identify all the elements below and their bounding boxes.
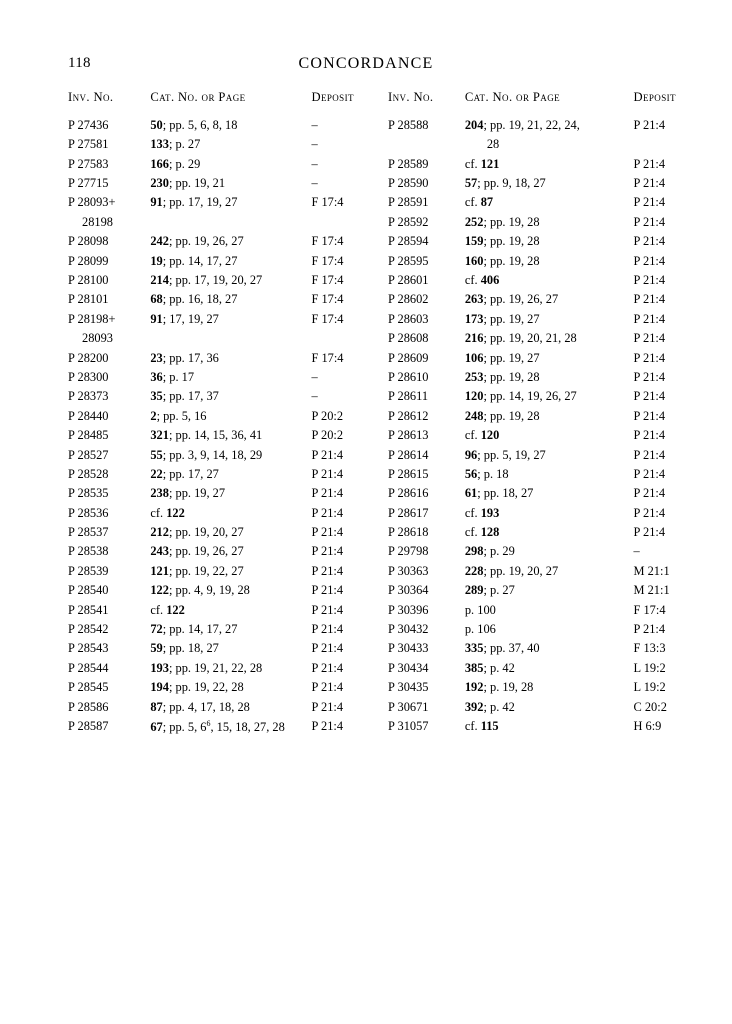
table-row bbox=[68, 252, 368, 271]
inv-no-cell: 28093 bbox=[82, 331, 113, 346]
inv-no-cell: P 28198+ bbox=[68, 311, 116, 326]
cat-no-or-page-cell: 230; pp. 19, 21 bbox=[150, 176, 226, 191]
cat-no-or-page-cell bbox=[150, 329, 311, 348]
table-row bbox=[388, 407, 688, 426]
deposit-cell: C 20:2 bbox=[633, 699, 667, 714]
table-row bbox=[68, 484, 368, 503]
inv-no-cell: P 27583 bbox=[68, 156, 109, 171]
inv-no-cell: P 30364 bbox=[388, 583, 429, 598]
table-row bbox=[388, 135, 688, 154]
inv-no-cell: P 28595 bbox=[388, 253, 429, 268]
table-row bbox=[68, 465, 368, 484]
cat-no-or-page-cell: 248; pp. 19, 28 bbox=[464, 408, 540, 423]
table-row bbox=[68, 135, 368, 154]
cat-no-or-page-cell: 216; pp. 19, 20, 21, 28 bbox=[464, 331, 577, 346]
deposit-cell: P 21:4 bbox=[633, 428, 666, 443]
deposit-cell: F 17:4 bbox=[311, 234, 344, 249]
table-row bbox=[388, 698, 688, 717]
deposit-cell: – bbox=[633, 544, 640, 559]
cat-no-or-page-cell: 173; pp. 19, 27 bbox=[464, 311, 540, 326]
cat-no-or-page-cell: p. 100 bbox=[464, 602, 496, 617]
table-row bbox=[388, 601, 688, 620]
inv-no-cell: P 28594 bbox=[388, 234, 429, 249]
table-row bbox=[68, 659, 368, 678]
deposit-cell: P 21:4 bbox=[311, 447, 344, 462]
cat-no-or-page-cell: 160; pp. 19, 28 bbox=[464, 253, 540, 268]
cat-no-or-page-cell: p. 106 bbox=[464, 622, 496, 637]
table-row bbox=[68, 213, 368, 232]
inv-no-cell: P 28540 bbox=[68, 583, 109, 598]
cat-no-or-page-cell: 192; p. 19, 28 bbox=[464, 680, 534, 695]
cat-no-or-page-cell: 96; pp. 5, 19, 27 bbox=[464, 447, 546, 462]
deposit-cell: L 19:2 bbox=[633, 680, 666, 695]
cat-no-or-page-cell: 252; pp. 19, 28 bbox=[464, 214, 540, 229]
table-row bbox=[388, 155, 688, 174]
deposit-cell: M 21:1 bbox=[633, 583, 670, 598]
deposit-cell: P 21:4 bbox=[311, 641, 344, 656]
cat-no-or-page-cell: 159; pp. 19, 28 bbox=[464, 234, 540, 249]
deposit-cell: P 21:4 bbox=[311, 583, 344, 598]
deposit-cell: F 13:3 bbox=[633, 641, 666, 656]
inv-no-cell: P 28538 bbox=[68, 544, 109, 559]
table-row bbox=[388, 465, 688, 484]
table-row bbox=[388, 543, 688, 562]
inv-no-cell: P 30435 bbox=[388, 680, 429, 695]
inv-no-cell: P 28587 bbox=[68, 719, 109, 733]
deposit-cell: P 21:4 bbox=[311, 544, 344, 559]
cat-no-or-page-cell: 87; pp. 4, 17, 18, 28 bbox=[150, 699, 250, 714]
cat-no-or-page-cell: 166; p. 29 bbox=[150, 156, 201, 171]
deposit-cell: F 17:4 bbox=[311, 311, 344, 326]
cat-no-or-page-cell: 22; pp. 17, 27 bbox=[150, 466, 219, 481]
concordance-table-left bbox=[68, 90, 368, 738]
inv-no-cell: P 28528 bbox=[68, 466, 109, 481]
table-row bbox=[388, 174, 688, 193]
table-row bbox=[68, 174, 368, 193]
cat-no-or-page-cell: 298; p. 29 bbox=[464, 544, 515, 559]
deposit-cell: F 17:4 bbox=[311, 273, 344, 288]
inv-no-cell: P 29798 bbox=[388, 544, 429, 559]
deposit-cell: P 21:4 bbox=[633, 331, 666, 346]
table-row bbox=[68, 523, 368, 542]
inv-no-cell bbox=[388, 135, 465, 154]
cat-no-or-page-cell: 204; pp. 19, 21, 22, 24, bbox=[464, 117, 580, 132]
inv-no-cell: P 28618 bbox=[388, 525, 429, 540]
cat-no-or-page-cell: 67; pp. 5, $6^6$, 15, 18, 27, 28 bbox=[150, 719, 285, 735]
deposit-cell bbox=[634, 135, 689, 154]
deposit-cell: P 21:4 bbox=[633, 176, 666, 191]
deposit-cell: P 21:4 bbox=[633, 156, 666, 171]
table-row bbox=[68, 426, 368, 445]
cat-no-or-page-cell: 56; p. 18 bbox=[464, 466, 509, 481]
inv-no-cell: P 28099 bbox=[68, 253, 109, 268]
deposit-cell: P 21:4 bbox=[633, 253, 666, 268]
table-row bbox=[68, 446, 368, 465]
table-row bbox=[68, 601, 368, 620]
deposit-cell: P 21:4 bbox=[633, 525, 666, 540]
table-row bbox=[68, 291, 368, 310]
deposit-cell: – bbox=[311, 369, 318, 384]
deposit-cell: P 21:4 bbox=[311, 719, 344, 733]
deposit-cell: F 17:4 bbox=[311, 253, 344, 268]
deposit-cell: – bbox=[311, 117, 318, 132]
cat-no-or-page-cell: 242; pp. 19, 26, 27 bbox=[150, 234, 244, 249]
deposit-cell: F 17:4 bbox=[633, 602, 666, 617]
table-row bbox=[68, 640, 368, 659]
inv-no-cell: P 28612 bbox=[388, 408, 429, 423]
table-row bbox=[388, 232, 688, 251]
table-row bbox=[388, 368, 688, 387]
cat-no-or-page-cell: 19; pp. 14, 17, 27 bbox=[150, 253, 238, 268]
inv-no-cell: P 28373 bbox=[68, 389, 109, 404]
inv-no-cell: P 28588 bbox=[388, 117, 429, 132]
table-row bbox=[68, 194, 368, 213]
table-row bbox=[388, 329, 688, 348]
table-body-left bbox=[68, 116, 368, 738]
deposit-cell: P 21:4 bbox=[311, 563, 344, 578]
table-row bbox=[388, 620, 688, 639]
cat-no-or-page-cell: cf. 120 bbox=[464, 428, 500, 443]
deposit-cell: – bbox=[311, 176, 318, 191]
inv-no-cell: P 28098 bbox=[68, 234, 109, 249]
inv-no-cell: P 28300 bbox=[68, 369, 109, 384]
right-column bbox=[388, 90, 688, 737]
table-row bbox=[388, 213, 688, 232]
table-row bbox=[68, 232, 368, 251]
table-row bbox=[68, 387, 368, 406]
cat-no-or-page-cell: 194; pp. 19, 22, 28 bbox=[150, 680, 244, 695]
column-header-deposit: Deposit bbox=[311, 90, 354, 104]
table-row bbox=[388, 349, 688, 368]
cat-no-or-page-cell: 23; pp. 17, 36 bbox=[150, 350, 219, 365]
column-header-inv-no: Inv. No. bbox=[68, 90, 114, 104]
table-row bbox=[68, 329, 368, 348]
table-row bbox=[68, 310, 368, 329]
cat-no-or-page-cell: 91; 17, 19, 27 bbox=[150, 311, 219, 326]
table-row bbox=[388, 291, 688, 310]
inv-no-cell: P 28093+ bbox=[68, 195, 116, 210]
deposit-cell: F 17:4 bbox=[311, 350, 344, 365]
cat-no-or-page-cell: 214; pp. 17, 19, 20, 27 bbox=[150, 273, 263, 288]
deposit-cell bbox=[311, 213, 368, 232]
cat-no-or-page-cell: cf. 115 bbox=[464, 719, 499, 733]
column-header-cat-no-or-page: Cat. No. or Page bbox=[464, 90, 560, 104]
deposit-cell: P 21:4 bbox=[311, 505, 344, 520]
inv-no-cell: P 28543 bbox=[68, 641, 109, 656]
table-row bbox=[68, 562, 368, 581]
table-row bbox=[388, 387, 688, 406]
inv-no-cell: P 28100 bbox=[68, 273, 109, 288]
inv-no-cell: P 30363 bbox=[388, 563, 429, 578]
table-row bbox=[388, 504, 688, 523]
cat-no-or-page-cell: 106; pp. 19, 27 bbox=[464, 350, 540, 365]
concordance-table-right bbox=[388, 90, 688, 737]
page-number: 118 bbox=[68, 55, 91, 71]
running-head: CONCORDANCE bbox=[298, 55, 434, 72]
inv-no-cell: P 28608 bbox=[388, 331, 429, 346]
table-row bbox=[68, 504, 368, 523]
inv-no-cell: 28198 bbox=[82, 214, 113, 229]
deposit-cell: L 19:2 bbox=[633, 660, 666, 675]
deposit-cell: F 17:4 bbox=[311, 195, 344, 210]
cat-no-or-page-cell: 228; pp. 19, 20, 27 bbox=[464, 563, 559, 578]
table-row bbox=[68, 543, 368, 562]
inv-no-cell: P 28602 bbox=[388, 292, 429, 307]
cat-no-or-page-cell: 321; pp. 14, 15, 36, 41 bbox=[150, 428, 263, 443]
cat-no-or-page-cell: 28 bbox=[486, 137, 500, 152]
inv-no-cell: P 28601 bbox=[388, 273, 429, 288]
inv-no-cell: P 28589 bbox=[388, 156, 429, 171]
table-row bbox=[388, 581, 688, 600]
inv-no-cell: P 27715 bbox=[68, 176, 109, 191]
cat-no-or-page-cell bbox=[150, 213, 311, 232]
deposit-cell: P 21:4 bbox=[633, 447, 666, 462]
table-row bbox=[388, 659, 688, 678]
cat-no-or-page-cell: 50; pp. 5, 6, 8, 18 bbox=[150, 117, 238, 132]
inv-no-cell: P 28535 bbox=[68, 486, 109, 501]
inv-no-cell: P 28592 bbox=[388, 214, 429, 229]
inv-no-cell: P 28545 bbox=[68, 680, 109, 695]
cat-no-or-page-cell: 238; pp. 19, 27 bbox=[150, 486, 226, 501]
table-row bbox=[68, 407, 368, 426]
inv-no-cell: P 28586 bbox=[68, 699, 109, 714]
inv-no-cell: P 28591 bbox=[388, 195, 429, 210]
inv-no-cell: P 30671 bbox=[388, 699, 429, 714]
table-row bbox=[388, 678, 688, 697]
table-row bbox=[68, 698, 368, 717]
inv-no-cell: P 28527 bbox=[68, 447, 109, 462]
cat-no-or-page-cell: 120; pp. 14, 19, 26, 27 bbox=[464, 389, 577, 404]
deposit-cell: P 21:4 bbox=[633, 622, 666, 637]
table-row bbox=[388, 194, 688, 213]
deposit-cell: P 20:2 bbox=[311, 428, 344, 443]
deposit-cell: P 21:4 bbox=[633, 273, 666, 288]
table-row bbox=[388, 484, 688, 503]
deposit-cell: P 21:4 bbox=[311, 525, 344, 540]
deposit-cell: P 21:4 bbox=[311, 466, 344, 481]
cat-no-or-page-cell: 212; pp. 19, 20, 27 bbox=[150, 525, 244, 540]
deposit-cell: – bbox=[311, 137, 318, 152]
deposit-cell: P 21:4 bbox=[311, 680, 344, 695]
cat-no-or-page-cell: cf. 193 bbox=[464, 505, 500, 520]
column-header-inv-no: Inv. No. bbox=[388, 90, 434, 104]
inv-no-cell: P 28541 bbox=[68, 602, 109, 617]
cat-no-or-page-cell: 133; p. 27 bbox=[150, 137, 201, 152]
inv-no-cell: P 31057 bbox=[388, 719, 429, 733]
deposit-cell: – bbox=[311, 156, 318, 171]
table-row bbox=[388, 426, 688, 445]
cat-no-or-page-cell: 68; pp. 16, 18, 27 bbox=[150, 292, 238, 307]
inv-no-cell: P 30432 bbox=[388, 622, 429, 637]
inv-no-cell: P 28611 bbox=[388, 389, 429, 404]
table-row bbox=[68, 620, 368, 639]
inv-no-cell: P 28609 bbox=[388, 350, 429, 365]
cat-no-or-page-cell: 121; pp. 19, 22, 27 bbox=[150, 563, 244, 578]
inv-no-cell: P 28200 bbox=[68, 350, 109, 365]
cat-no-or-page-cell: 335; pp. 37, 40 bbox=[464, 641, 540, 656]
deposit-cell: P 21:4 bbox=[633, 311, 666, 326]
cat-no-or-page-cell: 61; pp. 18, 27 bbox=[464, 486, 534, 501]
cat-no-or-page-cell: cf. 128 bbox=[464, 525, 500, 540]
table-body-right bbox=[388, 116, 688, 737]
cat-no-or-page-cell: 35; pp. 17, 37 bbox=[150, 389, 219, 404]
deposit-cell: P 21:4 bbox=[311, 602, 344, 617]
deposit-cell: P 21:4 bbox=[633, 466, 666, 481]
cat-no-or-page-cell: cf. 122 bbox=[150, 505, 185, 520]
cat-no-or-page-cell: cf. 122 bbox=[150, 602, 185, 617]
deposit-cell: P 21:4 bbox=[633, 505, 666, 520]
inv-no-cell: P 27436 bbox=[68, 117, 109, 132]
deposit-cell: P 21:4 bbox=[633, 369, 666, 384]
cat-no-or-page-cell: cf. 87 bbox=[464, 195, 494, 210]
deposit-cell: H 6:9 bbox=[633, 719, 662, 733]
inv-no-cell: P 28590 bbox=[388, 176, 429, 191]
table-row bbox=[68, 581, 368, 600]
deposit-cell: P 21:4 bbox=[633, 117, 666, 132]
inv-no-cell: P 30396 bbox=[388, 602, 429, 617]
table-row bbox=[388, 562, 688, 581]
cat-no-or-page-cell: 91; pp. 17, 19, 27 bbox=[150, 195, 238, 210]
cat-no-or-page-cell: 122; pp. 4, 9, 19, 28 bbox=[150, 583, 250, 598]
deposit-cell: – bbox=[311, 389, 318, 404]
inv-no-cell: P 28603 bbox=[388, 311, 429, 326]
deposit-cell: M 21:1 bbox=[633, 563, 670, 578]
cat-no-or-page-cell: 55; pp. 3, 9, 14, 18, 29 bbox=[150, 447, 263, 462]
inv-no-cell: P 30433 bbox=[388, 641, 429, 656]
deposit-cell: P 21:4 bbox=[633, 292, 666, 307]
deposit-cell: P 21:4 bbox=[633, 350, 666, 365]
deposit-cell: P 21:4 bbox=[633, 408, 666, 423]
cat-no-or-page-cell: cf. 406 bbox=[464, 273, 500, 288]
inv-no-cell: P 28615 bbox=[388, 466, 429, 481]
deposit-cell: P 20:2 bbox=[311, 408, 344, 423]
table-header-row bbox=[68, 90, 368, 116]
table-row bbox=[388, 271, 688, 290]
deposit-cell: P 21:4 bbox=[633, 389, 666, 404]
deposit-cell: P 21:4 bbox=[311, 699, 344, 714]
table-row bbox=[388, 523, 688, 542]
inv-no-cell: P 28544 bbox=[68, 660, 109, 675]
table-row bbox=[388, 310, 688, 329]
deposit-cell: P 21:4 bbox=[633, 214, 666, 229]
deposit-cell: P 21:4 bbox=[633, 195, 666, 210]
inv-no-cell: P 27581 bbox=[68, 137, 109, 152]
cat-no-or-page-cell: 36; p. 17 bbox=[150, 369, 195, 384]
cat-no-or-page-cell: 2; pp. 5, 16 bbox=[150, 408, 207, 423]
inv-no-cell: P 28614 bbox=[388, 447, 429, 462]
deposit-cell: P 21:4 bbox=[311, 622, 344, 637]
deposit-cell: P 21:4 bbox=[633, 234, 666, 249]
deposit-cell: P 21:4 bbox=[633, 486, 666, 501]
cat-no-or-page-cell: 59; pp. 18, 27 bbox=[150, 641, 219, 656]
inv-no-cell: P 28617 bbox=[388, 505, 429, 520]
table-row bbox=[68, 678, 368, 697]
deposit-cell bbox=[311, 329, 368, 348]
deposit-cell: P 21:4 bbox=[311, 660, 344, 675]
cat-no-or-page-cell: 193; pp. 19, 21, 22, 28 bbox=[150, 660, 263, 675]
table-row bbox=[388, 717, 688, 736]
left-column bbox=[68, 90, 368, 738]
table-row bbox=[388, 446, 688, 465]
inv-no-cell: P 28610 bbox=[388, 369, 429, 384]
table-row bbox=[68, 717, 368, 738]
table-row bbox=[68, 349, 368, 368]
table-row bbox=[388, 252, 688, 271]
inv-no-cell: P 28613 bbox=[388, 428, 429, 443]
inv-no-cell: P 28539 bbox=[68, 563, 109, 578]
table-row bbox=[388, 116, 688, 135]
inv-no-cell: P 28542 bbox=[68, 622, 109, 637]
inv-no-cell: P 28101 bbox=[68, 292, 109, 307]
table-row bbox=[68, 368, 368, 387]
inv-no-cell: P 28485 bbox=[68, 428, 109, 443]
deposit-cell: P 21:4 bbox=[311, 486, 344, 501]
table-row bbox=[68, 116, 368, 135]
inv-no-cell: P 28440 bbox=[68, 408, 109, 423]
cat-no-or-page-cell: 385; p. 42 bbox=[464, 660, 515, 675]
table-header-row bbox=[388, 90, 688, 116]
table-row bbox=[68, 155, 368, 174]
cat-no-or-page-cell: 392; p. 42 bbox=[464, 699, 515, 714]
cat-no-or-page-cell: 263; pp. 19, 26, 27 bbox=[464, 292, 559, 307]
cat-no-or-page-cell: 289; p. 27 bbox=[464, 583, 515, 598]
cat-no-or-page-cell: 253; pp. 19, 28 bbox=[464, 369, 540, 384]
cat-no-or-page-cell: 57; pp. 9, 18, 27 bbox=[464, 176, 546, 191]
table-row bbox=[68, 271, 368, 290]
inv-no-cell: P 28536 bbox=[68, 505, 109, 520]
deposit-cell: F 17:4 bbox=[311, 292, 344, 307]
cat-no-or-page-cell: cf. 121 bbox=[464, 156, 500, 171]
inv-no-cell: P 28616 bbox=[388, 486, 429, 501]
table-row bbox=[388, 640, 688, 659]
inv-no-cell: P 28537 bbox=[68, 525, 109, 540]
cat-no-or-page-cell: 72; pp. 14, 17, 27 bbox=[150, 622, 238, 637]
inv-no-cell: P 30434 bbox=[388, 660, 429, 675]
column-header-cat-no-or-page: Cat. No. or Page bbox=[150, 90, 246, 104]
cat-no-or-page-cell: 243; pp. 19, 26, 27 bbox=[150, 544, 244, 559]
column-header-deposit: Deposit bbox=[633, 90, 676, 104]
